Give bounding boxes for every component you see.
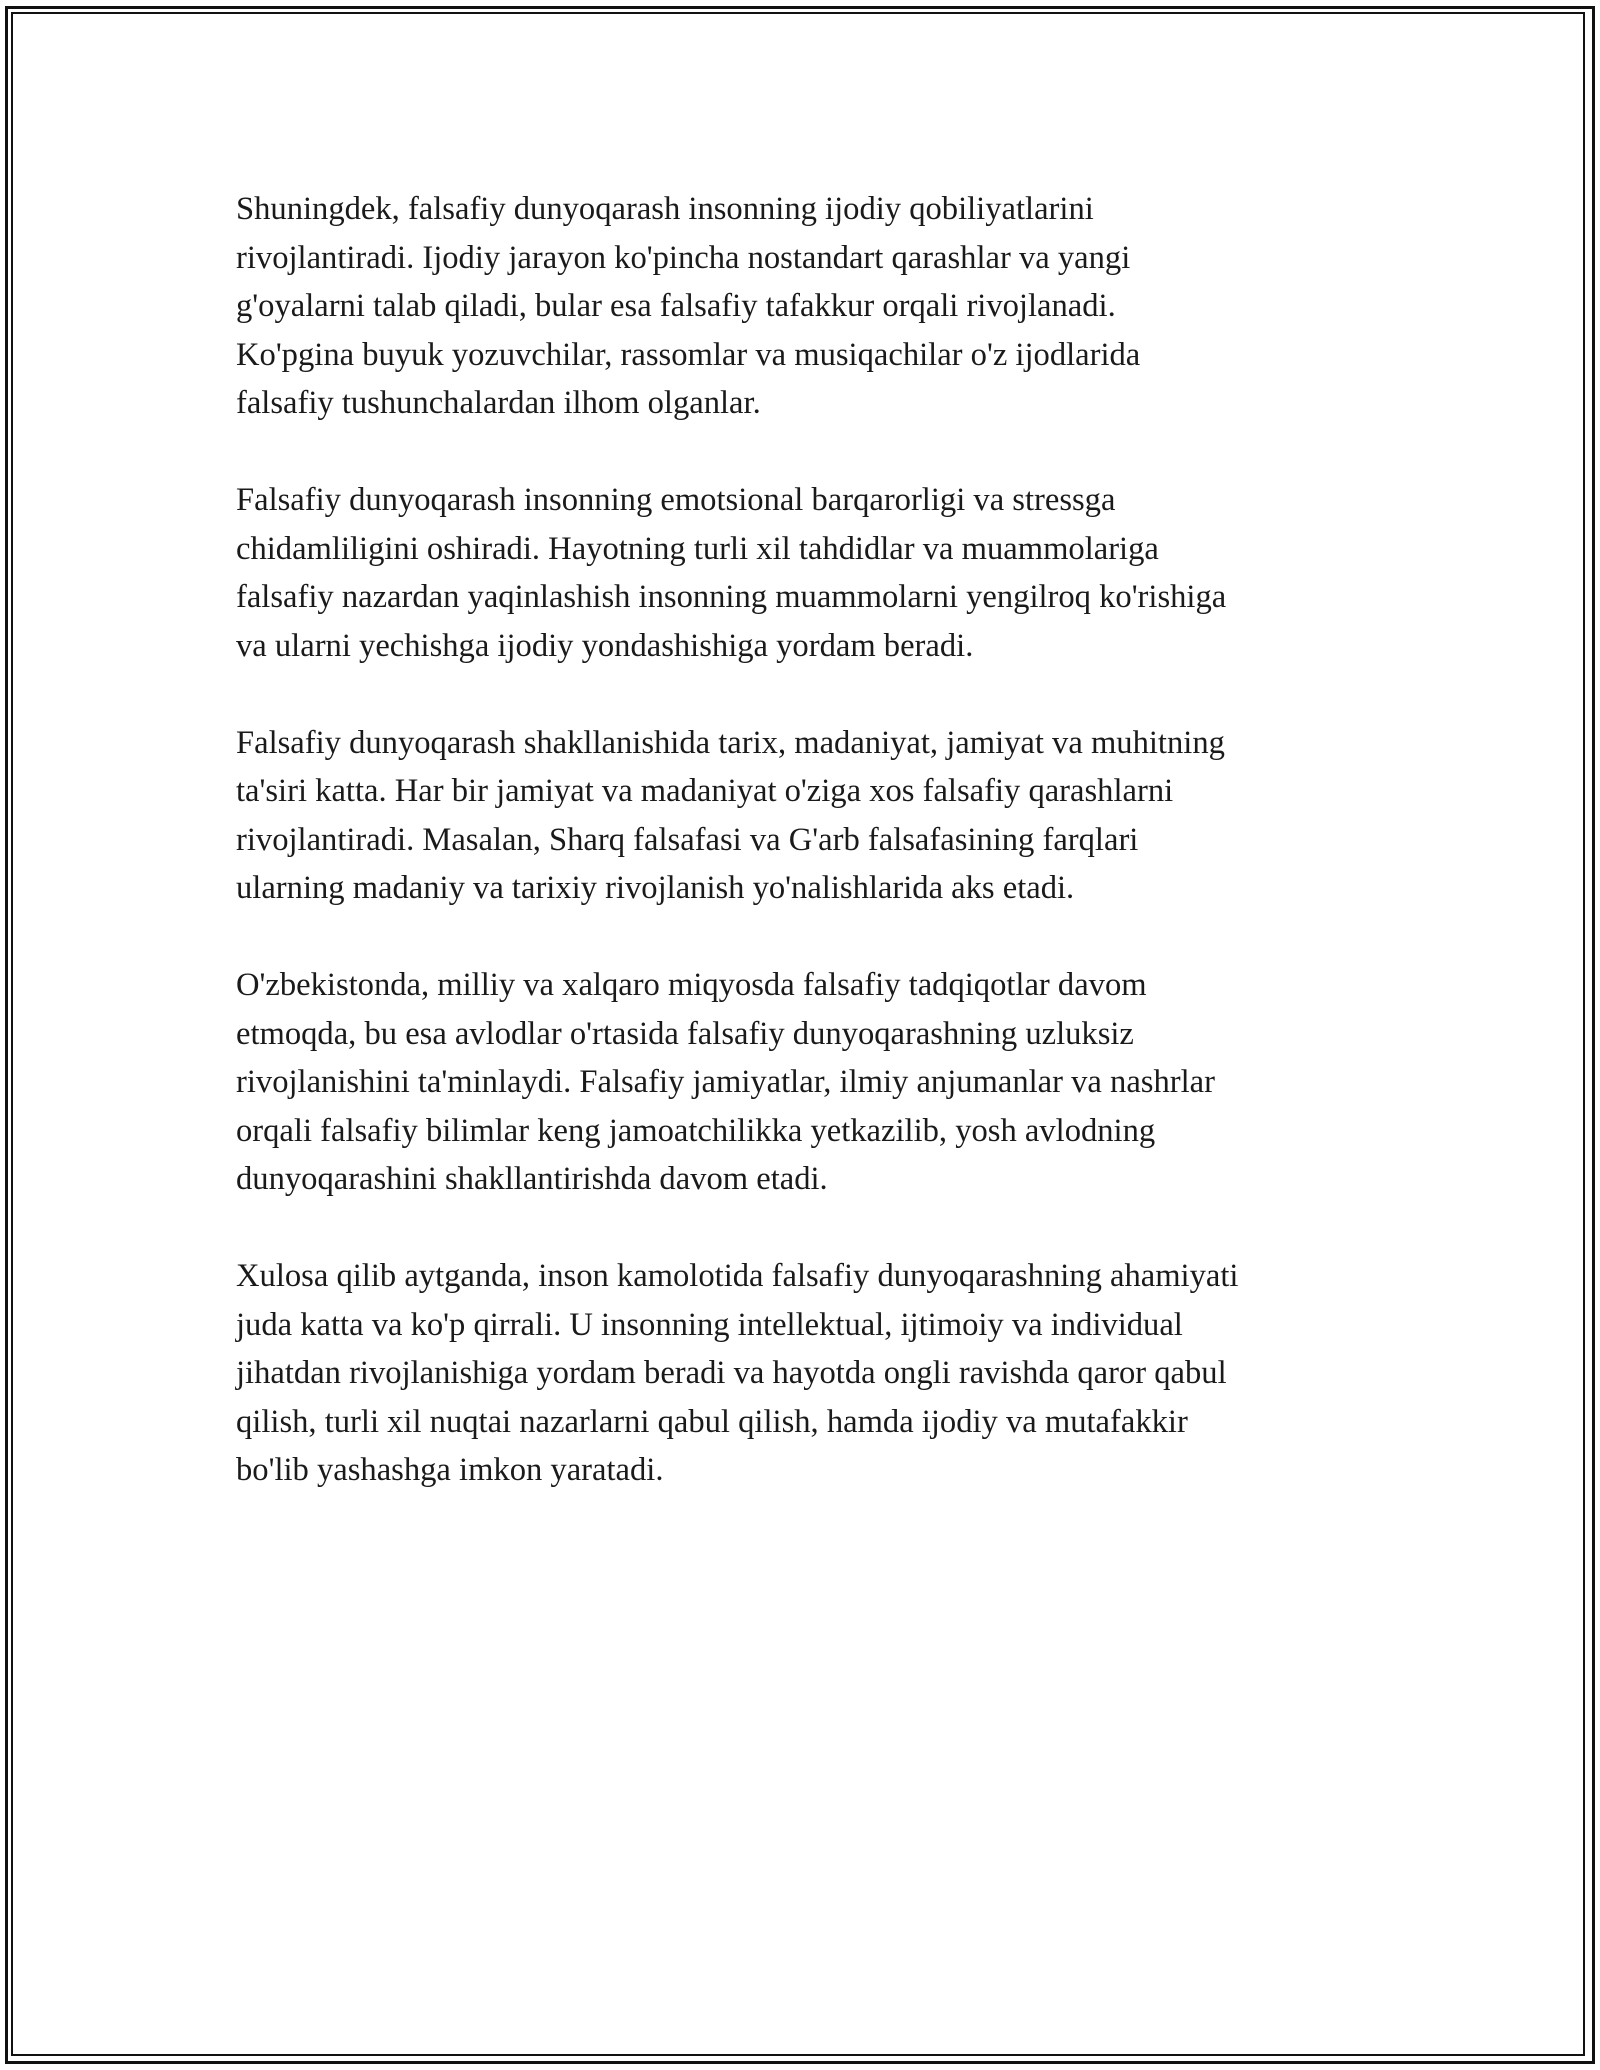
text-line: Shuningdek, falsafiy dunyoqarash insonning ijodiy qobiliyatlarini (236, 191, 1094, 227)
text-line: bo'lib yashashga imkon yaratadi. (236, 1452, 664, 1488)
text-line: rivojlanishini ta'minlaydi. Falsafiy jamiyatlar, ilmiy anjumanlar va nashrlar (236, 1064, 1215, 1100)
text-line: jihatdan rivojlanishiga yordam beradi va hayotda ongli ravishda qaror qabul (236, 1355, 1227, 1391)
text-line: Falsafiy dunyoqarash insonning emotsional barqarorligi va stressga (236, 482, 1116, 518)
text-line: Ko'pgina buyuk yozuvchilar, rassomlar va musiqachilar o'z ijodlarida (236, 336, 1141, 373)
paragraph-uzbekistan-research (236, 961, 1396, 1204)
text-line: g'oyalarni talab qiladi, bular esa falsafiy tafakkur orqali rivojlanadi. (236, 288, 1116, 324)
text-line: dunyoqarashini shakllantirishda davom etadi. (236, 1161, 828, 1197)
text-line: orqali falsafiy bilimlar keng jamoatchilikka yetkazilib, yosh avlodning (236, 1112, 1156, 1149)
text-line: qilish, turli xil nuqtai nazarlarni qabul qilish, hamda ijodiy va mutafakkir (236, 1403, 1188, 1440)
text-line: O'zbekistonda, milliy va xalqaro miqyosda falsafiy tadqiqotlar davom (236, 967, 1147, 1003)
text-line: falsafiy nazardan yaqinlashish insonning muammolarni yengilroq ko'rishiga (236, 579, 1227, 615)
text-line: rivojlantiradi. Masalan, Sharq falsafasi va G'arb falsafasining farqlari (236, 821, 1139, 858)
document-body (236, 185, 1396, 1543)
text-line: Xulosa qilib aytganda, inson kamolotida falsafiy dunyoqarashning ahamiyati (236, 1258, 1239, 1294)
paragraph-conclusion (236, 1252, 1396, 1495)
text-line: Falsafiy dunyoqarash shakllanishida tarix, madaniyat, jamiyat va muhitning (236, 724, 1225, 761)
text-line: va ularni yechishga ijodiy yondashishiga yordam beradi. (236, 627, 974, 664)
paragraph-culture-history (236, 719, 1396, 913)
text-line: etmoqda, bu esa avlodlar o'rtasida falsafiy dunyoqarashning uzluksiz (236, 1015, 1134, 1052)
paragraph-creativity (236, 185, 1396, 428)
text-line: ta'siri katta. Har bir jamiyat va madaniyat o'ziga xos falsafiy qarashlarni (236, 773, 1174, 809)
paragraph-emotional-stability (236, 476, 1396, 670)
text-line: rivojlantiradi. Ijodiy jarayon ko'pincha nostandart qarashlar va yangi (236, 239, 1131, 276)
text-line: chidamliligini oshiradi. Hayotning turli xil tahdidlar va muammolariga (236, 530, 1159, 567)
text-line: ularning madaniy va tarixiy rivojlanish yo'nalishlarida aks etadi. (236, 870, 1075, 906)
text-line: juda katta va ko'p qirrali. U insonning intellektual, ijtimoiy va individual (236, 1306, 1183, 1343)
text-line: falsafiy tushunchalardan ilhom olganlar. (236, 385, 761, 421)
